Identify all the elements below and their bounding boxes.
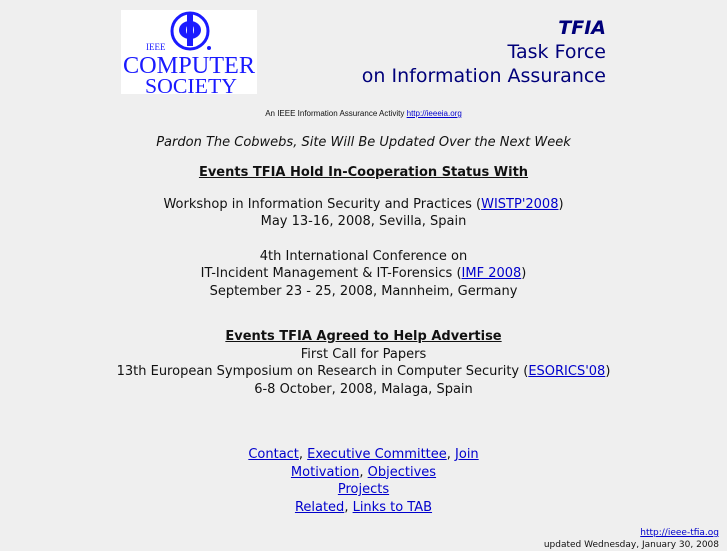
join-link[interactable]: Join (455, 447, 479, 462)
separator: , (298, 447, 308, 462)
event-imf (0, 265, 727, 283)
nav-links (0, 446, 727, 516)
notice: Pardon The Cobwebs, Site Will Be Updated Over the Next Week (156, 135, 571, 150)
paren: ) (558, 196, 564, 212)
coop-section (0, 164, 727, 300)
separator: , (446, 447, 456, 462)
title-acronym: TFIA (558, 17, 606, 39)
event-date: September 23 - 25, 2008, Mannheim, Germany (209, 283, 518, 299)
event-wistp (0, 196, 727, 214)
advertise-heading: Events TFIA Agreed to Help Advertise (225, 329, 502, 344)
imf-link[interactable]: IMF 2008 (461, 266, 522, 281)
wistp-link[interactable]: WISTP'2008 (481, 196, 559, 212)
paren: ) (521, 266, 527, 281)
projects-link[interactable]: Projects (337, 482, 390, 497)
activity-text: An IEEE Information Assurance Activity (265, 109, 405, 118)
coop-heading: Events TFIA Hold In-Cooperation Status With (198, 165, 529, 180)
ieeeia-link[interactable]: http://ieeeia.org (406, 109, 462, 118)
event-date: May 13-16, 2008, Sevilla, Spain (260, 214, 467, 229)
title-line1: Task Force (507, 41, 606, 63)
objectives-link[interactable]: Objectives (367, 464, 437, 480)
contact-link[interactable]: Contact (248, 447, 299, 462)
footer (544, 527, 719, 551)
event-esorics (0, 363, 727, 381)
advertise-section (0, 328, 727, 398)
executive-committee-link[interactable]: Executive Committee (307, 447, 447, 462)
ieee-computer-society-logo (121, 10, 257, 94)
activity-line (0, 109, 727, 118)
site-url-link[interactable]: http://ieee-tfia.og (640, 528, 719, 538)
logo-society: SOCIETY (145, 74, 237, 94)
event-date: 6-8 October, 2008, Malaga, Spain (254, 381, 473, 397)
updated-date: updated Wednesday, January 30, 2008 (543, 540, 719, 550)
site-title (362, 16, 606, 88)
event-text: IT-Incident Management & IT-Forensics ( (200, 266, 462, 281)
motivation-link[interactable]: Motivation (290, 464, 360, 480)
title-line2: on Information Assurance (361, 65, 606, 87)
event-text: Workshop in Information Security and Practices ( (163, 196, 482, 212)
separator: , (359, 464, 368, 480)
event-imf-line1: 4th International Conference on (259, 248, 468, 264)
separator: , (344, 499, 353, 515)
esorics-link[interactable]: ESORICS'08 (528, 364, 606, 379)
call-for-papers: First Call for Papers (300, 346, 427, 362)
logo-ieee: IEEE (146, 42, 166, 52)
logo-computer: COMPUTER (123, 53, 255, 79)
related-link[interactable]: Related (294, 499, 345, 515)
event-text: 13th European Symposium on Research in Computer Security ( (116, 364, 529, 379)
links-to-tab-link[interactable]: Links to TAB (352, 499, 433, 515)
paren: ) (605, 364, 611, 379)
